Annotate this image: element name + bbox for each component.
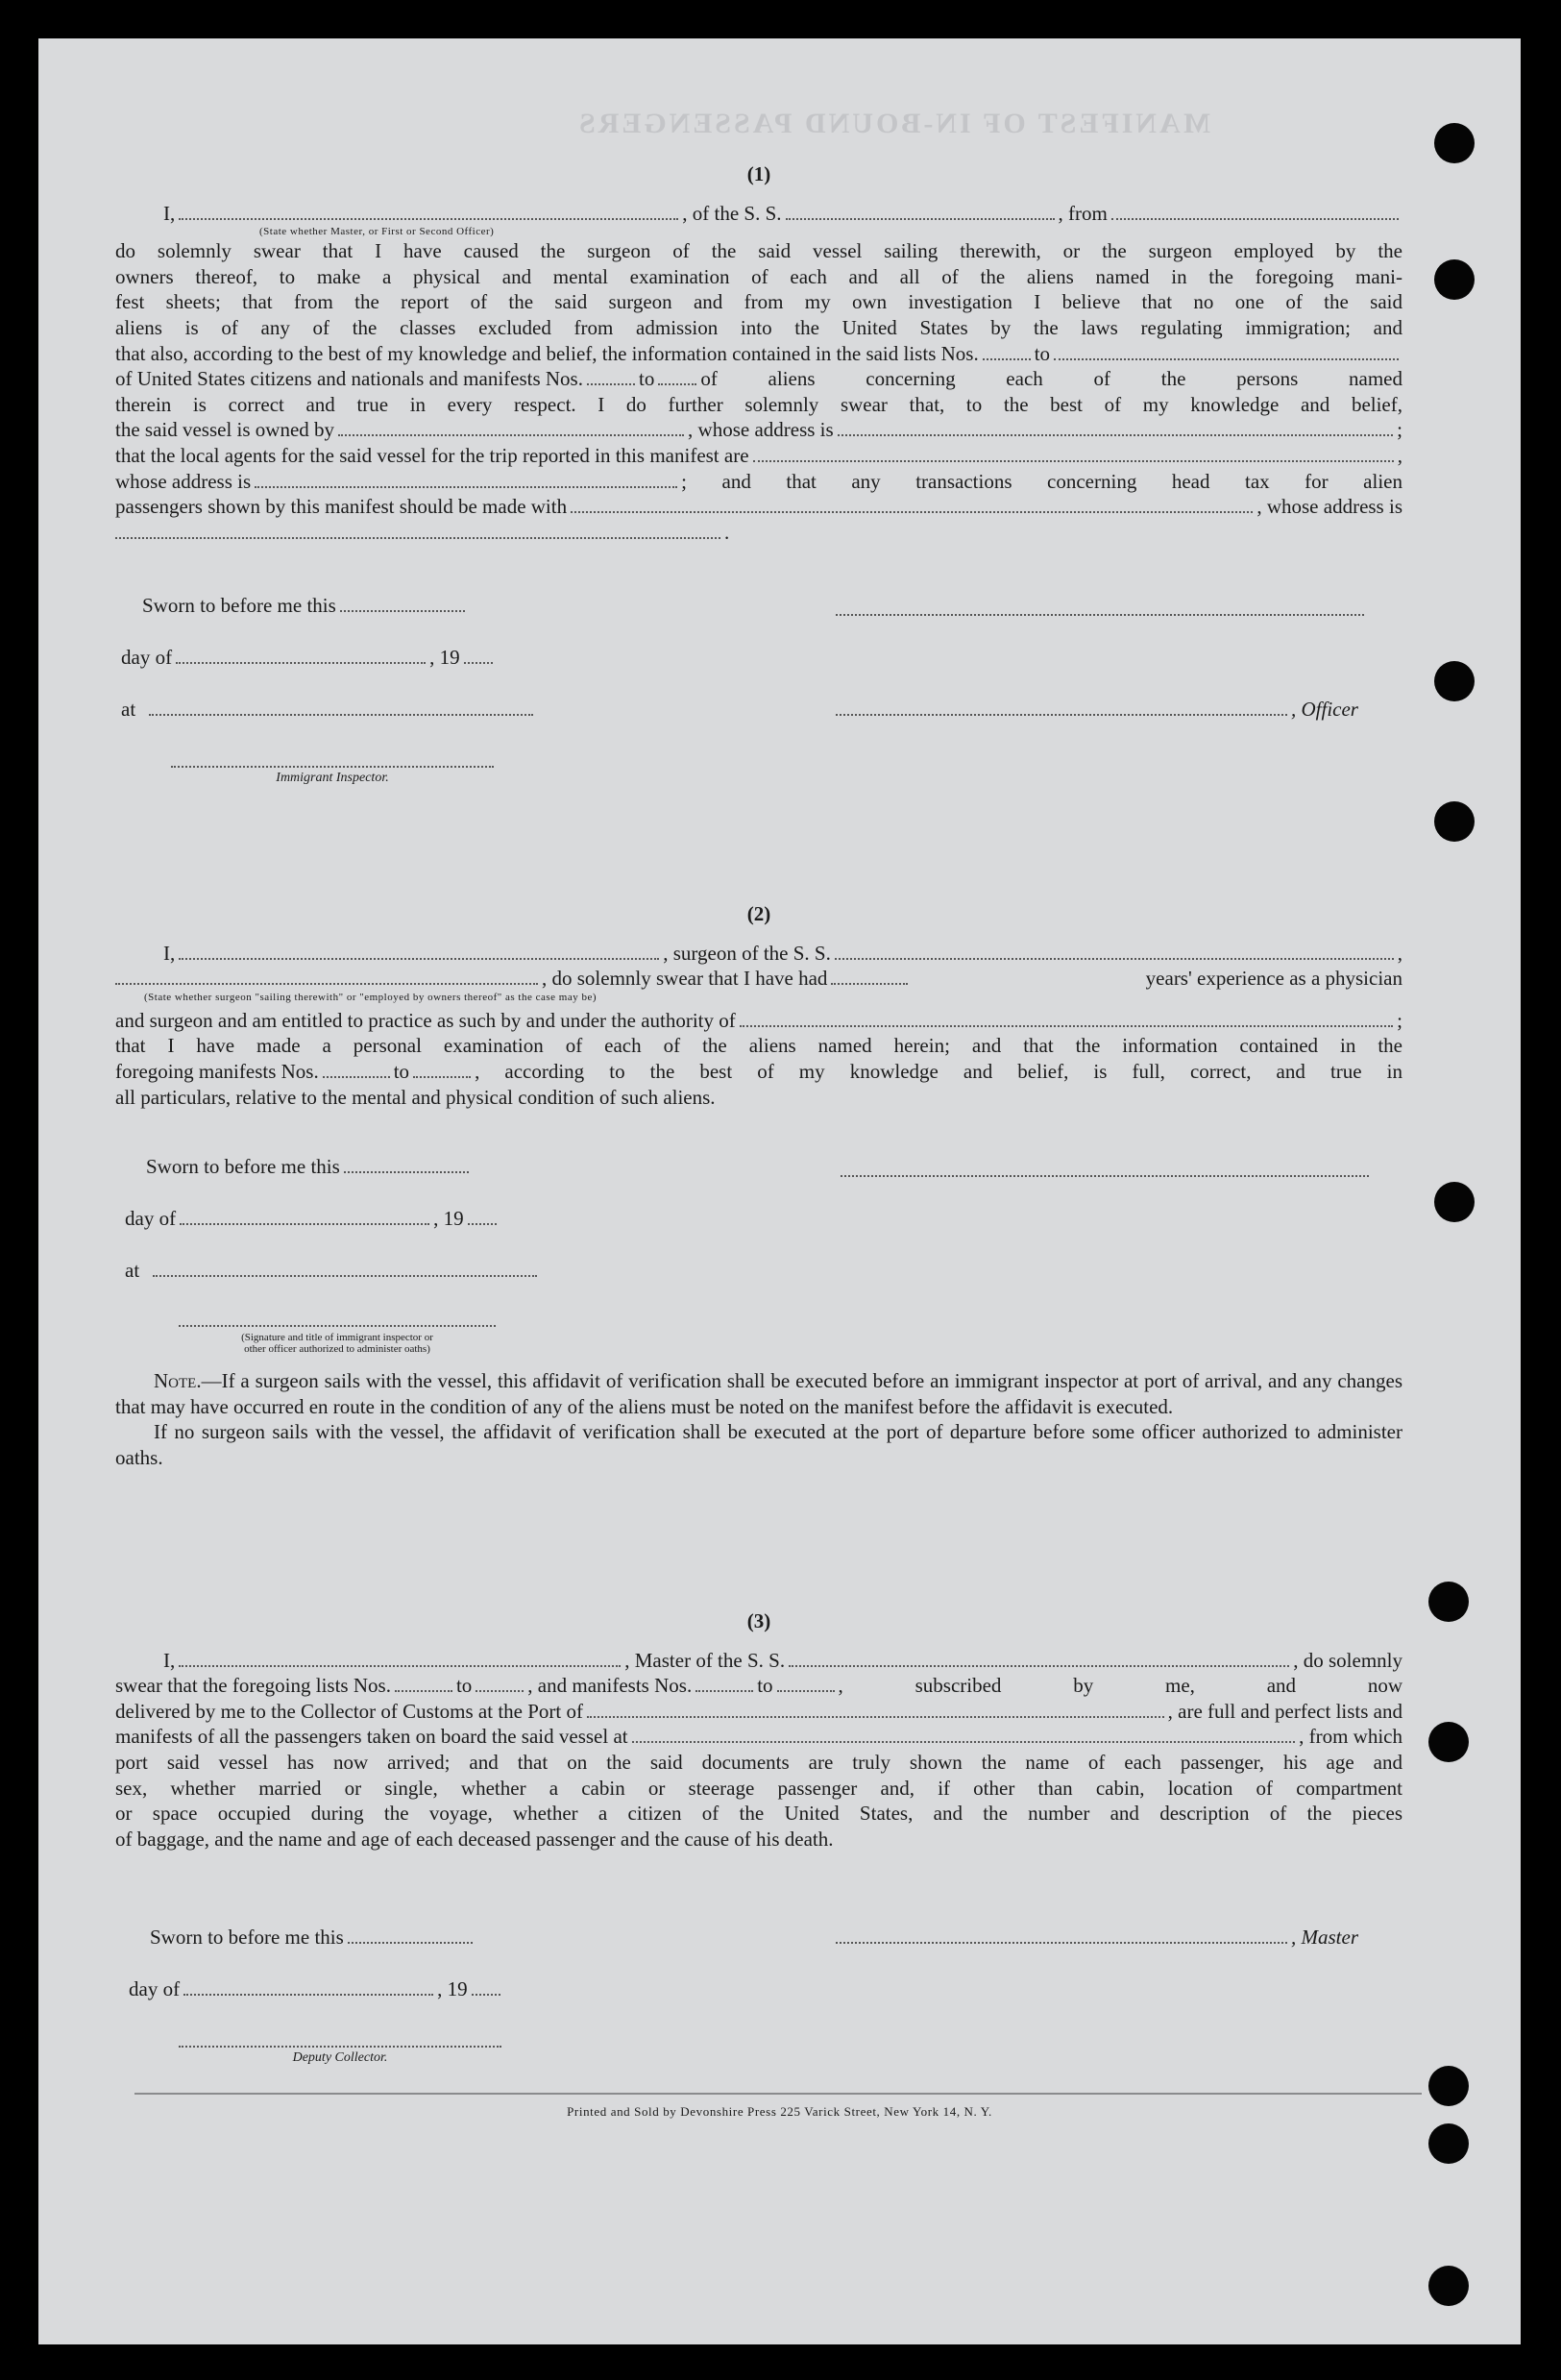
at-line-1	[121, 698, 537, 722]
oath-text: ; and that any transactions concerning head tax for alien	[681, 469, 1402, 493]
surgeon-manifests-to-field[interactable]	[413, 1075, 471, 1078]
master-name-field[interactable]	[179, 1664, 621, 1667]
agents-line	[115, 443, 1402, 469]
manifests-to-field[interactable]	[658, 382, 696, 385]
label-to: to	[638, 367, 655, 391]
binder-hole	[1428, 2123, 1469, 2164]
at-line-2	[125, 1259, 541, 1283]
lists-line	[115, 341, 1402, 367]
head-tax-address-field[interactable]	[115, 536, 720, 539]
agents-address-line	[115, 469, 1402, 495]
section-number: (2)	[746, 902, 771, 925]
master-signature-field[interactable]	[836, 1941, 1287, 1944]
oath-text: therein is correct and true in every respect. I do further solemnly swear that, to the best of my knowledge and belief,	[115, 392, 1402, 416]
surgeon-signature-field[interactable]	[841, 1174, 1369, 1177]
oath-text: , from which	[1299, 1725, 1402, 1749]
signature-caption	[179, 1332, 496, 1355]
oath-text: manifests of all the passengers taken on board the said vessel at	[115, 1725, 628, 1749]
year-field[interactable]	[472, 1993, 500, 1996]
binder-hole	[1428, 2266, 1469, 2306]
deputy-signature-field[interactable]	[179, 2045, 501, 2048]
vessel-name-field[interactable]	[786, 217, 1055, 220]
year-label: , 19	[433, 1207, 464, 1230]
punctuation: ,	[1397, 443, 1402, 467]
master-signature-field[interactable]	[836, 613, 1364, 616]
day-of-line-1	[121, 646, 497, 670]
lists-from-field[interactable]	[983, 357, 1031, 360]
affidavit-section-1	[115, 161, 1402, 545]
oath-text: of aliens concerning each of the persons named	[700, 367, 1402, 391]
label-surgeon-of-ss: , surgeon of the S. S.	[663, 941, 831, 965]
manifests-from-field[interactable]	[587, 382, 635, 385]
surgeon-line	[115, 941, 1402, 967]
label-to: to	[393, 1059, 410, 1083]
port-line	[115, 1699, 1402, 1725]
binder-hole	[1428, 2066, 1469, 2106]
oath-text: , do solemnly	[1293, 1648, 1402, 1672]
month-field[interactable]	[176, 661, 426, 664]
label-to: to	[1034, 341, 1051, 365]
manifests-from-field[interactable]	[695, 1689, 753, 1692]
place-field[interactable]	[153, 1274, 537, 1277]
port-of-field[interactable]	[587, 1715, 1164, 1718]
day-of-line-3	[129, 1977, 504, 2001]
master-signature-line	[836, 1926, 1358, 1950]
inspector-signature-field[interactable]	[171, 765, 494, 768]
master-line-3	[115, 1648, 1402, 1674]
affidavit-section-3	[115, 1608, 1402, 1852]
master-line	[115, 201, 1402, 227]
oath-text: , do solemnly swear that I have had	[542, 967, 828, 991]
note-paragraph	[115, 1368, 1402, 1470]
oath-text: that also, according to the best of my knowledge and belief, the information contained in the said lists Nos.	[115, 341, 979, 365]
oath-text: port said vessel has now arrived; and that on the said documents are truly shown the name of each passenger, his age and	[115, 1750, 1402, 1774]
day-of-label: day of	[125, 1207, 177, 1230]
surgeon-hint: (State whether surgeon "sailing therewith" or "employed by owners thereof" as the case may be)	[144, 991, 598, 1003]
label-i: I,	[163, 941, 176, 965]
printer-imprint: Printed and Sold by Devonshire Press 225 Varick Street, New York 14, N. Y.	[567, 2104, 992, 2119]
year-field[interactable]	[468, 1222, 497, 1225]
master-hint: (State whether Master, or First or Second Officer)	[259, 226, 495, 238]
at-label: at	[125, 1259, 140, 1282]
oath-text: or space occupied during the voyage, whether a citizen of the United States, and the number and description of the pieces	[115, 1802, 1402, 1826]
oath-text: foregoing manifests Nos.	[115, 1059, 319, 1083]
month-field[interactable]	[183, 1993, 433, 1996]
embarked-at-field[interactable]	[632, 1740, 1296, 1743]
master-label: , Master	[1291, 1926, 1358, 1949]
affidavit-section-2	[115, 901, 1402, 1110]
binder-hole	[1434, 801, 1475, 842]
oath-text: all particulars, relative to the mental and physical condition of such aliens.	[115, 1085, 716, 1109]
oath-text: and surgeon and am entitled to practice as such by and under the authority of	[115, 1008, 736, 1032]
year-label: , 19	[429, 646, 460, 669]
oath-text: aliens is of any of the classes excluded from admission into the United States by the laws regulating immigration; and	[115, 315, 1402, 339]
head-tax-address-line	[115, 520, 1402, 546]
oath-text: that the local agents for the said vessel for the trip reported in this manifest are	[115, 443, 749, 467]
deputy-caption: Deputy Collector.	[292, 2050, 388, 2065]
sworn-line-1	[142, 594, 469, 618]
label-master-of-ss: , Master of the S. S.	[624, 1648, 786, 1672]
oath-text: delivered by me to the Collector of Customs at the Port of	[115, 1699, 583, 1723]
punctuation: ,	[1397, 941, 1402, 965]
note-text	[115, 1368, 1402, 1419]
surgeon-manifests-from-field[interactable]	[323, 1075, 390, 1078]
oath-text: the said vessel is owned by	[115, 418, 335, 442]
manifests-to-field[interactable]	[777, 1689, 835, 1692]
note-body: —If a surgeon sails with the vessel, this affidavit of verification shall be executed before an immigrant inspector at port of arrival, and any changes that may have occurred en route in the condition of any of the aliens must be noted on the manifest before the affidavit is executed.	[115, 1369, 1402, 1418]
manifests-line	[115, 366, 1402, 392]
label-to: to	[455, 1674, 473, 1698]
oath-text: owners thereof, to make a physical and mental examination of each and all of the aliens named in the foregoing mani-	[115, 264, 1402, 288]
surgeon-name-field[interactable]	[179, 957, 659, 960]
head-tax-line	[115, 494, 1402, 520]
lists-line-3	[115, 1673, 1402, 1699]
year-field[interactable]	[464, 661, 493, 664]
form-sheet	[38, 38, 1521, 2344]
officer-signature-field[interactable]	[836, 713, 1287, 716]
month-field[interactable]	[180, 1222, 429, 1225]
oath-text: fest sheets; that from the report of the said surgeon and from my own investigation I believe that no one of the said	[115, 290, 1402, 314]
lists-to-field[interactable]	[476, 1689, 524, 1692]
port-from-field[interactable]	[1111, 217, 1399, 220]
vessel-name-field[interactable]	[789, 1664, 1289, 1667]
authority-line	[115, 1008, 1402, 1034]
oath-text: , whose address is	[688, 418, 834, 442]
note-label: Note.	[154, 1369, 202, 1392]
oath-text: sex, whether married or single, whether a cabin or steerage passenger and, if other than cabin, location of compartment	[115, 1776, 1402, 1800]
label-i: I,	[163, 1648, 176, 1672]
agents-field[interactable]	[753, 459, 1394, 462]
binder-hole	[1434, 1182, 1475, 1222]
sworn-label: Sworn to before me this	[142, 594, 336, 617]
oath-text: , are full and perfect lists and	[1167, 1699, 1402, 1723]
inspector-signature-field[interactable]	[179, 1324, 496, 1327]
master-name-field[interactable]	[179, 217, 678, 220]
sworn-line-3	[150, 1926, 476, 1950]
caption-line: other officer authorized to administer oaths)	[244, 1343, 430, 1355]
note-body: If no surgeon sails with the vessel, the affidavit of verification shall be executed at the port of departure before some officer authorized to administer oaths.	[115, 1420, 1402, 1469]
oath-text: of baggage, and the name and age of each deceased passenger and the cause of his death.	[115, 1827, 834, 1851]
sworn-line-2	[146, 1155, 473, 1179]
punctuation: ;	[1397, 418, 1402, 442]
surgeon-vessel-field[interactable]	[835, 957, 1394, 960]
bleed-through-text: MANIFEST OF IN-BOUND PASSENGERS	[576, 108, 1211, 139]
sworn-date-field[interactable]	[340, 609, 465, 612]
surgeon-status-line	[115, 966, 1402, 992]
oath-text: , and manifests Nos.	[527, 1674, 693, 1698]
years-field[interactable]	[831, 982, 908, 985]
day-of-label: day of	[121, 646, 173, 669]
officer-label: , Officer	[1291, 698, 1358, 721]
owner-address-field[interactable]	[838, 433, 1393, 436]
label-of-ss: , of the S. S.	[682, 201, 782, 225]
label-i: I,	[163, 201, 176, 225]
sworn-label: Sworn to before me this	[150, 1926, 344, 1949]
day-of-line-2	[125, 1207, 500, 1231]
oath-text: whose address is	[115, 469, 252, 493]
binder-hole	[1434, 661, 1475, 701]
sworn-date-field[interactable]	[348, 1941, 473, 1944]
footer-rule	[134, 2093, 1422, 2095]
oath-text: years' experience as a physician	[1145, 967, 1402, 991]
punctuation: .	[724, 520, 730, 544]
oath-text: , according to the best of my knowledge and belief, is full, correct, and true in	[475, 1059, 1402, 1083]
lists-to-field[interactable]	[1054, 357, 1399, 360]
oath-text: passengers shown by this manifest should be made with	[115, 495, 568, 519]
caption-line: (Signature and title of immigrant inspector or	[241, 1332, 433, 1343]
surgeon-status-field[interactable]	[115, 982, 538, 985]
section-number: (1)	[746, 162, 771, 185]
authority-field[interactable]	[740, 1024, 1393, 1027]
oath-text: that I have made a personal examination of each of the aliens named herein; and that the information contained in the	[115, 1034, 1402, 1058]
officer-line	[836, 698, 1358, 722]
section-number: (3)	[746, 1609, 771, 1632]
punctuation: ;	[1397, 1008, 1402, 1032]
binder-hole	[1428, 1582, 1469, 1622]
head-tax-field[interactable]	[571, 510, 1253, 513]
embarked-line	[115, 1724, 1402, 1750]
inspector-caption: Immigrant Inspector.	[276, 771, 389, 785]
agents-address-field[interactable]	[255, 485, 677, 488]
surgeon-manifests-line	[115, 1059, 1402, 1085]
year-label: , 19	[437, 1977, 468, 2000]
binder-hole	[1428, 1722, 1469, 1762]
label-from: , from	[1058, 201, 1108, 225]
place-field[interactable]	[149, 713, 533, 716]
oath-text: do solemnly swear that I have caused the surgeon of the said vessel sailing therewith, or the surgeon employed by the	[115, 239, 1402, 263]
oath-text: of United States citizens and nationals and manifests Nos.	[115, 367, 583, 391]
sworn-date-field[interactable]	[344, 1170, 469, 1173]
label-to: to	[757, 1674, 773, 1698]
oath-text: , whose address is	[1256, 495, 1402, 519]
lists-from-field[interactable]	[395, 1689, 452, 1692]
at-label: at	[121, 698, 136, 721]
sworn-label: Sworn to before me this	[146, 1155, 340, 1178]
binder-hole	[1434, 123, 1475, 163]
binder-hole	[1434, 259, 1475, 300]
day-of-label: day of	[129, 1977, 181, 2000]
owner-field[interactable]	[338, 433, 684, 436]
oath-text: swear that the foregoing lists Nos.	[115, 1674, 391, 1698]
owner-line	[115, 417, 1402, 443]
oath-text: , subscribed by me, and now	[838, 1674, 1402, 1698]
